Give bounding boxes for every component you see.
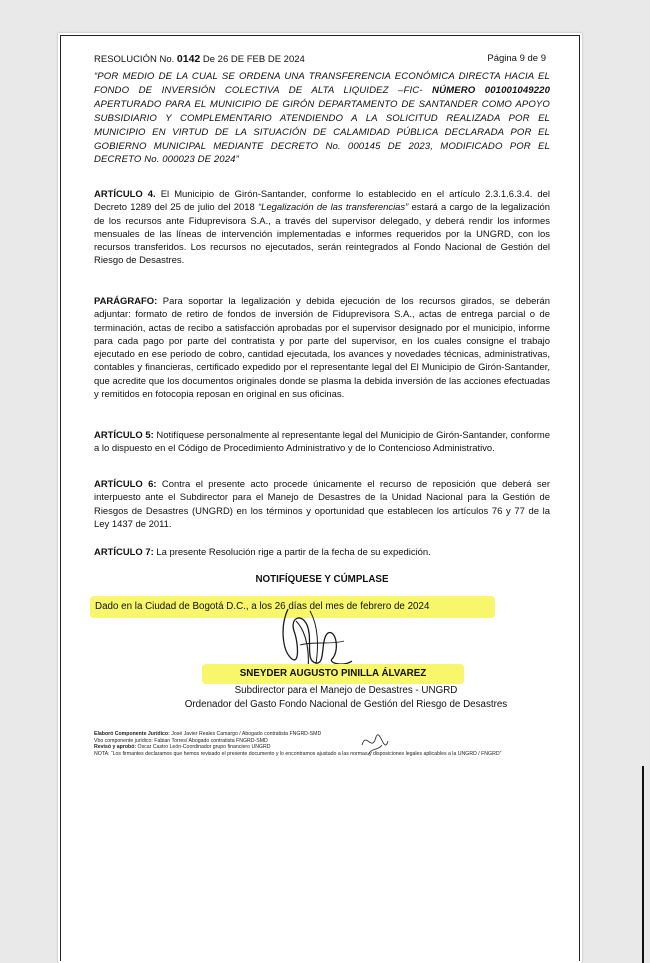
footer-elaboro-label: Elaboró Componente Jurídico: <box>94 731 170 737</box>
footer-reviso-text: Oscar Castro León-Coordinador grupo financiero UNGRD <box>137 744 271 750</box>
footer-elaboro-text: José Javier Reales Camargo / Abogado contratista FNGRD-SMD <box>171 731 322 737</box>
resolution-title <box>94 70 550 167</box>
title-part-1: “POR MEDIO DE LA CUAL SE ORDENA UNA TRANSFERENCIA ECONÓMICA DIRECTA HACIA EL FONDO DE INVERSIÓN COLECTIVA DE ALTA LIQUIDEZ –FIC- <box>94 71 550 96</box>
resolution-prefix: RESOLUCIÓN No. <box>94 54 175 65</box>
resolution-number: 0142 <box>176 53 201 65</box>
paragrafo-text: Para soportar la legalización y debida ejecución de los recursos girados, se deberán adjuntar: formato de retiro de fondos de inversión de Fiduprevisora S.A., actas de entrega parcial o de terminación, actas de recibo a satisfacción aprobadas por el supervisor designado por el municipio, informe para cada pago por parte del contratista y por parte del supervisor, en los cuales consigne el trabajo ejecutado en ese periodo de cobro, cantidad ejecutada, los avances y novedades técnicas, administrativas, contables y financieras, certificado expedido por el representante legal del El Municipio de Girón-Santander, que acredite que los documentos originales donde se plasma la debida inversión de las acciones efectuadas y remitidos en fotocopia reposan en original en sus oficinas. <box>94 296 550 401</box>
articulo-6 <box>94 478 550 531</box>
scrollbar[interactable] <box>642 766 644 963</box>
notify-heading: NOTIFÍQUESE Y CÚMPLASE <box>255 574 389 585</box>
title-part-2: APERTURADO PARA EL MUNICIPIO DE GIRÓN DEPARTAMENTO DE SANTANDER COMO APOYO SUBSIDIARIO Y COMPLEMENTARIO ATENDIENDO A LA SOLICITUD REALIZADA POR EL MUNICIPIO EN VIRTUD DE LA SITUACIÓN DE CALAMIDAD PÚBLICA DECLARADA POR EL GOBIERNO MUNICIPAL MEDIANTE DECRETO No. 000145 DE 2023, MODIFICADO POR EL DECRETO No. 000023 DE 2024” <box>94 98 550 166</box>
initials-mark <box>358 725 392 759</box>
given-date-highlighted: Dado en la Ciudad de Bogotá D.C., a los 26 días del mes de febrero de 2024 <box>90 596 495 618</box>
title-number: NÚMERO 001001049220 <box>432 84 551 96</box>
footer-reviso-label: Revisó y aprobó: <box>94 744 137 750</box>
footer-elaboro <box>94 731 554 737</box>
articulo-7-label: ARTÍCULO 7: <box>94 547 154 558</box>
articulo-5 <box>94 429 550 456</box>
paragrafo <box>94 295 550 401</box>
footer-nota: NOTA: “Los firmantes declaramos que hemos revisado el presente documento y lo encontramos ajustado a las normas y disposiciones legales aplicables a la UNGRD / FNGRD” <box>94 751 502 757</box>
paragrafo-label: PARÁGRAFO: <box>94 296 158 307</box>
page-number: Página 9 de 9 <box>487 53 546 64</box>
articulo-4-text-a: El Municipio de Girón-Santander, conforme lo establecido en el artículo 2.3.1.6.3.4. del Decreto 1289 del 25 de julio del 2018 <box>94 189 551 214</box>
articulo-4-label: ARTÍCULO 4. <box>94 189 156 200</box>
document-page <box>58 33 582 963</box>
signer-role-2: Ordenador del Gasto Fondo Nacional de Gestión del Riesgo de Desastres <box>184 699 508 710</box>
page-header <box>94 53 546 65</box>
articulo-7-text: La presente Resolución rige a partir de la fecha de su expedición. <box>156 547 431 558</box>
articulo-6-label: ARTÍCULO 6: <box>94 479 157 490</box>
articulo-6-text: Contra el presente acto procede únicamente el recurso de reposición que deberá ser interpuesto ante el Subdirector para el Manejo de Desastres de la Unidad Nacional para la Gestión de Riesgos de Desastres (UNGRD) en los términos y oportunidad que establecen los artículos 76 y 77 de la Ley 1437 de 2011. <box>94 479 550 530</box>
signer-role-1: Subdirector para el Manejo de Desastres - UNGRD <box>234 685 458 696</box>
articulo-5-label: ARTÍCULO 5: <box>94 430 154 441</box>
articulo-4-text-b: estará a cargo de la legalización de los recursos ante Fiduprevisora S.A., a través del supervisor delegado, y deberá rendir los informes mensuales de las líneas de intervención implementadas e informes requeridos por la UNGRD, con los recursos transferidos. Los recursos no ejecutados, serán reintegrados al Fondo Nacional de Gestión del Riesgo de Desastres. <box>94 202 551 267</box>
footer-vbo: Vbo componente jurídico: Fabian Torres/ Abogado contratista FNGRD-SMD <box>94 738 268 744</box>
footer-reviso <box>94 744 554 750</box>
signer-name-highlighted: SNEYDER AUGUSTO PINILLA ÁLVAREZ <box>202 664 464 684</box>
articulo-7 <box>94 546 550 559</box>
resolution-reference <box>94 53 305 65</box>
resolution-date: De 26 DE FEB DE 2024 <box>202 54 305 65</box>
articulo-4-italic: “Legalización de las transferencias” <box>257 202 409 214</box>
articulo-4 <box>94 188 550 268</box>
articulo-5-text: Notifíquese personalmente al representante legal del Municipio de Girón-Santander, conforme a lo dispuesto en el Código de Procedimiento Administrativo y de lo Contencioso Administrativo. <box>94 430 550 455</box>
